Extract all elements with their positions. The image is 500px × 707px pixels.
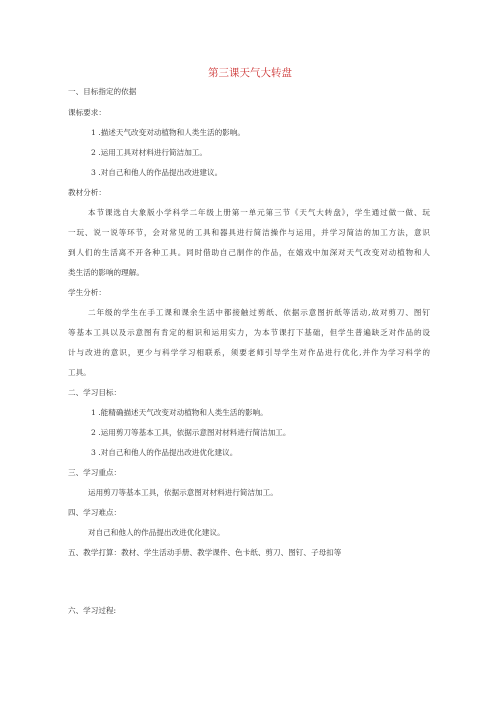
goal-item: 3 .对自己和他人的作品提出改进优化建议。 [91, 448, 238, 457]
student-paragraph-line: 等基本工具以及示意图有肯定的相识和运用实力，为本节课打下基础，但学生普遍缺乏对作品的设 [68, 328, 430, 337]
key-point-text: 运用剪刀等基本工具，依据示意图对材料进行简洁加工。 [88, 488, 278, 497]
document-title: 第三课天气大转盘 [208, 67, 292, 79]
goal-item: 1 .能精确描述天气改变对动植物和人类生活的影响。 [91, 408, 268, 417]
section-heading-process: 六、学习过程: [68, 606, 117, 615]
section-heading-basis: 一、目标指定的依据 [68, 87, 137, 96]
section-heading-goals: 二、学习目标： [68, 388, 122, 397]
student-paragraph-line: 工具。 [68, 368, 91, 377]
textbook-paragraph-line: 类生活的影响的理解。 [68, 268, 144, 277]
textbook-paragraph-line: 一玩、说一说等环节，会对常见的工具和器具进行简洁操作与运用，并学习简洁的加工方法，意识 [68, 228, 430, 237]
textbook-paragraph-line: 到人们的生活离不开各种工具。同时借助自己制作的作品，在嬉戏中加深对天气改变对动植物和人 [68, 248, 430, 257]
goal-item: 2 .运用剪刀等基本工具，依据示意图对材料进行简洁加工。 [91, 428, 291, 437]
textbook-paragraph-line: 本节课选自大象版小学科学二年级上册第一单元第三节《天气大转盘》，学生通过做一做、玩 [88, 208, 430, 217]
curriculum-item: 3 .对自己和他人的作品提出改进建议。 [91, 168, 223, 177]
student-label: 学生分析： [68, 288, 106, 297]
curriculum-item: 2 .运用工具对材料进行简洁加工。 [91, 148, 207, 157]
student-paragraph-line: 计与改进的意识，更少与科学学习相联系，须要老师引导学生对作品进行优化,并作为学习科学的 [68, 348, 430, 357]
curriculum-item: 1 .描述天气改变对动植物和人类生活的影响。 [91, 128, 245, 137]
section-preparation: 五、教学打算：教材、学生活动手册、教学课件、色卡纸、剪刀、图钉、子母扣等 [68, 548, 342, 557]
curriculum-label: 课标要求： [68, 108, 106, 117]
student-paragraph-line: 二年级的学生在手工课和课余生活中都接触过剪纸、依据示意图折纸等活动,故对剪刀、图钉 [88, 308, 430, 317]
difficulty-text: 对自己和他人的作品提出改进优化建议。 [88, 528, 225, 537]
section-heading-difficulty: 四、学习难点： [68, 508, 122, 517]
textbook-label: 教材分析： [68, 188, 106, 197]
section-heading-key-point: 三、学习重点： [68, 468, 122, 477]
